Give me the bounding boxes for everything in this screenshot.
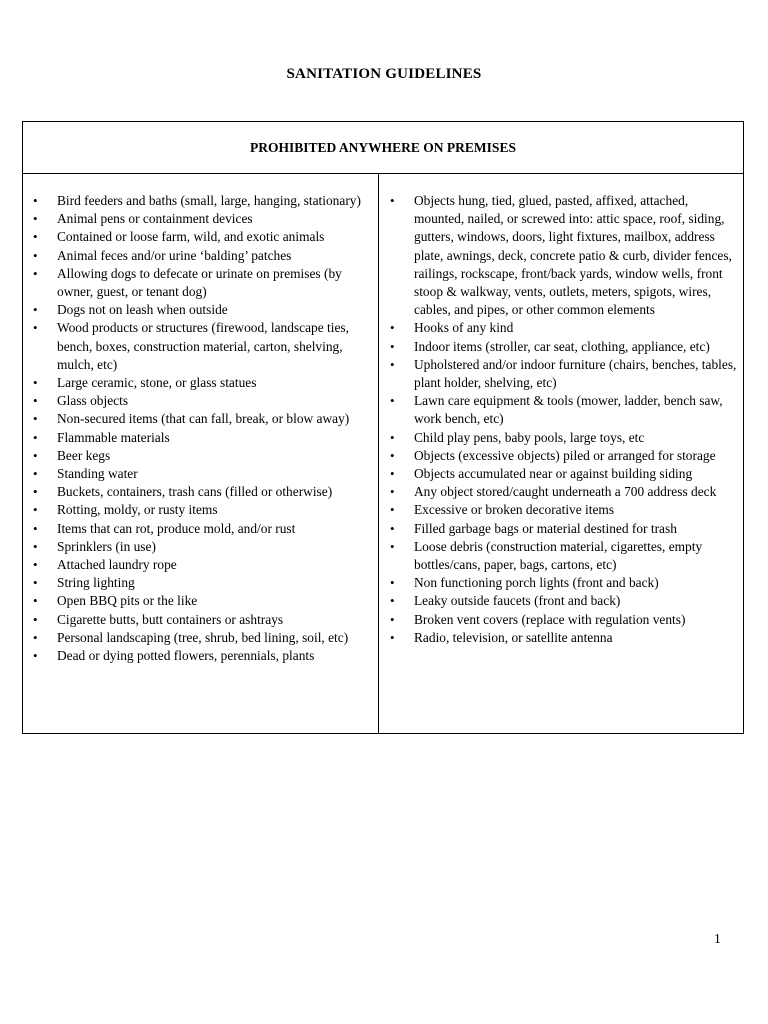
list-item: • Beer kegs xyxy=(33,447,373,465)
list-item: • Standing water xyxy=(33,465,373,483)
list-item: • Personal landscaping (tree, shrub, bed lining, soil, etc) xyxy=(33,629,373,647)
left-column-list xyxy=(33,192,373,665)
list-item: • Open BBQ pits or the like xyxy=(33,592,373,610)
list-item: • Objects (excessive objects) piled or arranged for storage xyxy=(390,447,738,465)
list-item: • Animal pens or containment devices xyxy=(33,210,373,228)
list-item: • Attached laundry rope xyxy=(33,556,373,574)
list-item: • Large ceramic, stone, or glass statues xyxy=(33,374,373,392)
list-item: • Glass objects xyxy=(33,392,373,410)
list-item: • String lighting xyxy=(33,574,373,592)
list-item: • Broken vent covers (replace with regulation vents) xyxy=(390,611,738,629)
list-item: • Filled garbage bags or material destined for trash xyxy=(390,520,738,538)
list-item: • Radio, television, or satellite antenna xyxy=(390,629,738,647)
list-item: • Hooks of any kind xyxy=(390,319,738,337)
table-body xyxy=(23,174,743,734)
list-item: • Cigarette butts, butt containers or ashtrays xyxy=(33,611,373,629)
list-item: • Loose debris (construction material, cigarettes, empty bottles/cans, paper, bags, cartons, etc) xyxy=(390,538,738,574)
prohibited-items-table xyxy=(22,121,744,734)
list-item: • Leaky outside faucets (front and back) xyxy=(390,592,738,610)
list-item: • Indoor items (stroller, car seat, clothing, appliance, etc) xyxy=(390,338,738,356)
list-item: • Buckets, containers, trash cans (filled or otherwise) xyxy=(33,483,373,501)
list-item: • Objects accumulated near or against building siding xyxy=(390,465,738,483)
list-item: • Flammable materials xyxy=(33,429,373,447)
list-item: • Non-secured items (that can fall, break, or blow away) xyxy=(33,410,373,428)
list-item: • Items that can rot, produce mold, and/or rust xyxy=(33,520,373,538)
list-item: • Animal feces and/or urine ‘balding’ patches xyxy=(33,247,373,265)
list-item: • Any object stored/caught underneath a 700 address deck xyxy=(390,483,738,501)
list-item: • Rotting, moldy, or rusty items xyxy=(33,501,373,519)
list-item: • Excessive or broken decorative items xyxy=(390,501,738,519)
list-item: • Bird feeders and baths (small, large, hanging, stationary) xyxy=(33,192,373,210)
list-item: • Child play pens, baby pools, large toys, etc xyxy=(390,429,738,447)
column-divider xyxy=(378,174,379,734)
list-item: • Lawn care equipment & tools (mower, ladder, bench saw, work bench, etc) xyxy=(390,392,738,428)
page-number: 1 xyxy=(714,931,721,946)
list-item: • Upholstered and/or indoor furniture (chairs, benches, tables, plant holder, shelving, etc) xyxy=(390,356,738,392)
list-item: • Objects hung, tied, glued, pasted, affixed, attached, mounted, nailed, or screwed into: attic space, roof, siding, gutters, windows, doors, light fixtures, mailbox, address plate, awnings, deck, concrete patio & curb, divider fences, railings, rockscape, front/back yards, window wells, front stoop & walkway, vents, outlets, meters, spigots, wires, cables, and pipes, or other common elements xyxy=(390,192,738,319)
list-item: • Dead or dying potted flowers, perennials, plants xyxy=(33,647,373,665)
list-item: • Dogs not on leash when outside xyxy=(33,301,373,319)
list-item: • Contained or loose farm, wild, and exotic animals xyxy=(33,228,373,246)
list-item: • Sprinklers (in use) xyxy=(33,538,373,556)
right-column-list xyxy=(390,192,738,647)
list-item: • Wood products or structures (firewood, landscape ties, bench, boxes, construction material, carton, shelving, mulch, etc) xyxy=(33,319,373,374)
list-item: • Allowing dogs to defecate or urinate on premises (by owner, guest, or tenant dog) xyxy=(33,265,373,301)
list-item: • Non functioning porch lights (front and back) xyxy=(390,574,738,592)
page-title: SANITATION GUIDELINES xyxy=(286,66,482,82)
table-header: PROHIBITED ANYWHERE ON PREMISES xyxy=(23,122,743,174)
